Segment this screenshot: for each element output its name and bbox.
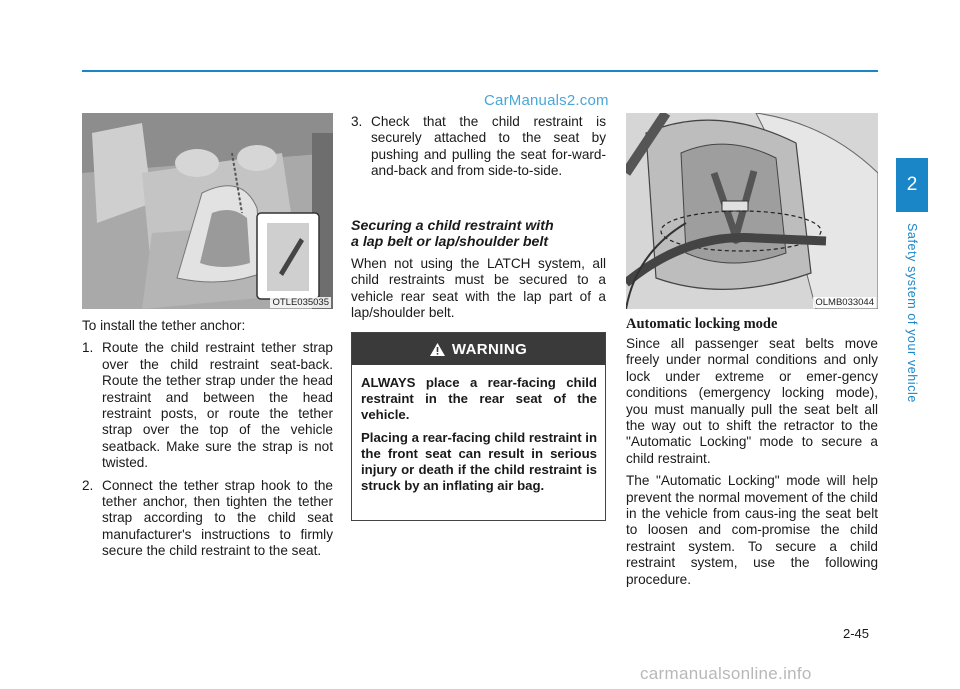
subheading-line-2: a lap belt or lap/shoulder belt [351, 234, 549, 250]
column-2-paragraph [351, 256, 606, 328]
subheading-line-1: Securing a child restraint with [351, 218, 554, 234]
warning-body [352, 365, 605, 494]
chapter-number: 2 [906, 174, 918, 195]
step-3 [351, 114, 606, 180]
warning-title: WARNING [451, 340, 528, 358]
install-steps-continued [351, 114, 606, 180]
column-2-step [351, 114, 606, 186]
page-number: 2-45 [843, 626, 870, 641]
column-1 [82, 318, 333, 566]
warning-header [352, 333, 605, 365]
step-number: 1. [82, 340, 94, 356]
heading-automatic-locking: Automatic locking mode [626, 316, 778, 332]
step-text: Route the child restraint tether strap over the child restraint seat-back. Route the tether strap under the head restraint and between the head restraint posts, or route the tether strap over the top of the vehicle seatback. Make sure the strap is not twisted. [102, 340, 333, 471]
step-text: Connect the tether strap hook to the tether anchor, then tighten the tether strap according to the child seat manufacturer's instructions to firmly secure the child restraint to the seat. [102, 477, 333, 559]
chapter-tab[interactable] [896, 158, 928, 212]
step-text: Check that the child restraint is securely attached to the seat by pushing and pulling the seat for-ward-and-back and from side-to-side. [371, 114, 606, 179]
figure-automatic-locking [626, 113, 878, 309]
header-rule [82, 70, 878, 72]
illustration-rear-seat [82, 113, 333, 309]
install-steps [82, 340, 333, 559]
illustration-child-seat-belt [626, 113, 878, 309]
step-1 [82, 340, 333, 471]
figure-caption-right: OLMB033044 [815, 297, 874, 308]
step-2 [82, 478, 333, 560]
figure-tether-anchor [82, 113, 333, 309]
figure-caption-left: OTLE035035 [272, 297, 329, 308]
watermark-top[interactable]: CarManuals2.com [484, 92, 609, 109]
warning-box [351, 332, 606, 521]
watermark-bottom[interactable]: carmanualsonline.info [640, 664, 812, 683]
subheading-lap-belt [351, 218, 606, 250]
latch-paragraph: When not using the LATCH system, all child restraints must be secured to a vehicle rear seat with the lap part of a lap/shoulder belt. [351, 256, 606, 321]
warning-paragraph: ALWAYS place a rear-facing child restraint in the rear seat of the vehicle. [361, 375, 597, 422]
install-intro: To install the tether anchor: [82, 318, 246, 333]
step-number: 3. [351, 114, 363, 129]
warning-triangle-icon [430, 343, 445, 356]
locking-paragraph: The "Automatic Locking" mode will help prevent the normal movement of the child in the vehicle from caus-ing the seat belt to loosen and com-promise the child restraint system. To secure a child restraint system, use the following procedure. [626, 473, 878, 587]
step-number: 2. [82, 477, 94, 493]
locking-paragraph: Since all passenger seat belts move freely under normal conditions and only lock under extreme or emer-gency conditions (emergency locking mode), you must manually pull the seat belt all the way out to shift the retractor to the "Automatic Locking" mode to secure a child restraint. [626, 336, 878, 466]
warning-paragraph: Placing a rear-facing child restraint in the front seat can result in serious injury or death if the child restraint is struck by an inflating air bag. [361, 430, 597, 493]
column-3 [626, 336, 878, 594]
chapter-title: Safety system of your vehicle [905, 223, 919, 403]
